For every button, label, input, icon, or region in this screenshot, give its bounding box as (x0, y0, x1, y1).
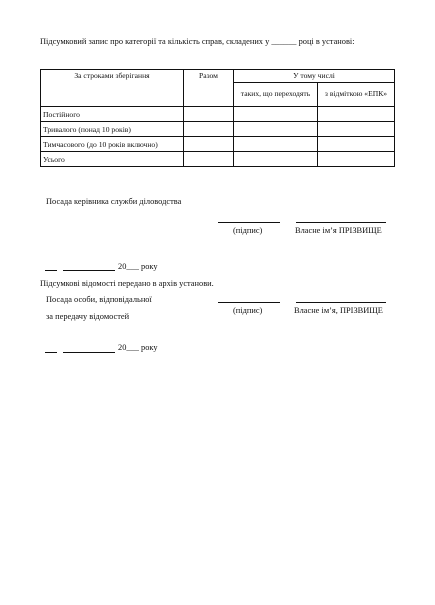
table-row (41, 122, 395, 137)
position-records-head: Посада керівника служби діловодства (46, 197, 182, 206)
signature-caption: (підпис) (233, 226, 263, 235)
header-epk: з відміткою «ЕПК» (318, 83, 395, 107)
cell-epk (318, 137, 395, 152)
day-blank (45, 270, 57, 271)
signature-caption: (підпис) (233, 306, 263, 315)
row-label-long-term: Тривалого (понад 10 років) (41, 122, 184, 137)
header-storage-term: За строками зберігання (41, 70, 184, 107)
row-label-permanent: Постійного (41, 107, 184, 122)
cell-total (184, 152, 234, 167)
cell-epk (318, 152, 395, 167)
name-caption: Власне ім’я, ПРІЗВИЩЕ (294, 306, 383, 315)
cell-total (184, 137, 234, 152)
date-year: 20___ року (118, 262, 158, 271)
cell-total (184, 107, 234, 122)
cell-total (184, 122, 234, 137)
month-blank (63, 352, 115, 353)
row-label-temporary: Тимчасового (до 10 років включно) (41, 137, 184, 152)
summary-heading: Підсумковий запис про категорії та кількість справ, складених у ______ році в установі: (40, 37, 355, 46)
table-row (41, 137, 395, 152)
month-blank (63, 270, 115, 271)
name-line (296, 302, 386, 303)
date-year: 20___ року (118, 343, 158, 352)
table-row (41, 152, 395, 167)
signature-line (218, 222, 280, 223)
cell-transferred (234, 152, 318, 167)
transfer-note: Підсумкові відомості передано в архів установи. (40, 279, 214, 288)
cell-epk (318, 107, 395, 122)
day-blank (45, 352, 57, 353)
header-total: Разом (184, 70, 234, 107)
name-caption: Власне ім’я ПРІЗВИЩЕ (295, 226, 382, 235)
position-responsible-line2: за передачу відомостей (46, 312, 130, 321)
table-row (41, 107, 395, 122)
name-line (296, 222, 386, 223)
position-responsible-line1: Посада особи, відповідальної (46, 295, 152, 304)
cell-transferred (234, 122, 318, 137)
signature-line (218, 302, 280, 303)
summary-table (40, 69, 395, 167)
cell-epk (318, 122, 395, 137)
row-label-total: Усього (41, 152, 184, 167)
header-including: У тому числі (234, 70, 395, 83)
cell-transferred (234, 107, 318, 122)
header-transferred: таких, що переходять (234, 83, 318, 107)
cell-transferred (234, 137, 318, 152)
